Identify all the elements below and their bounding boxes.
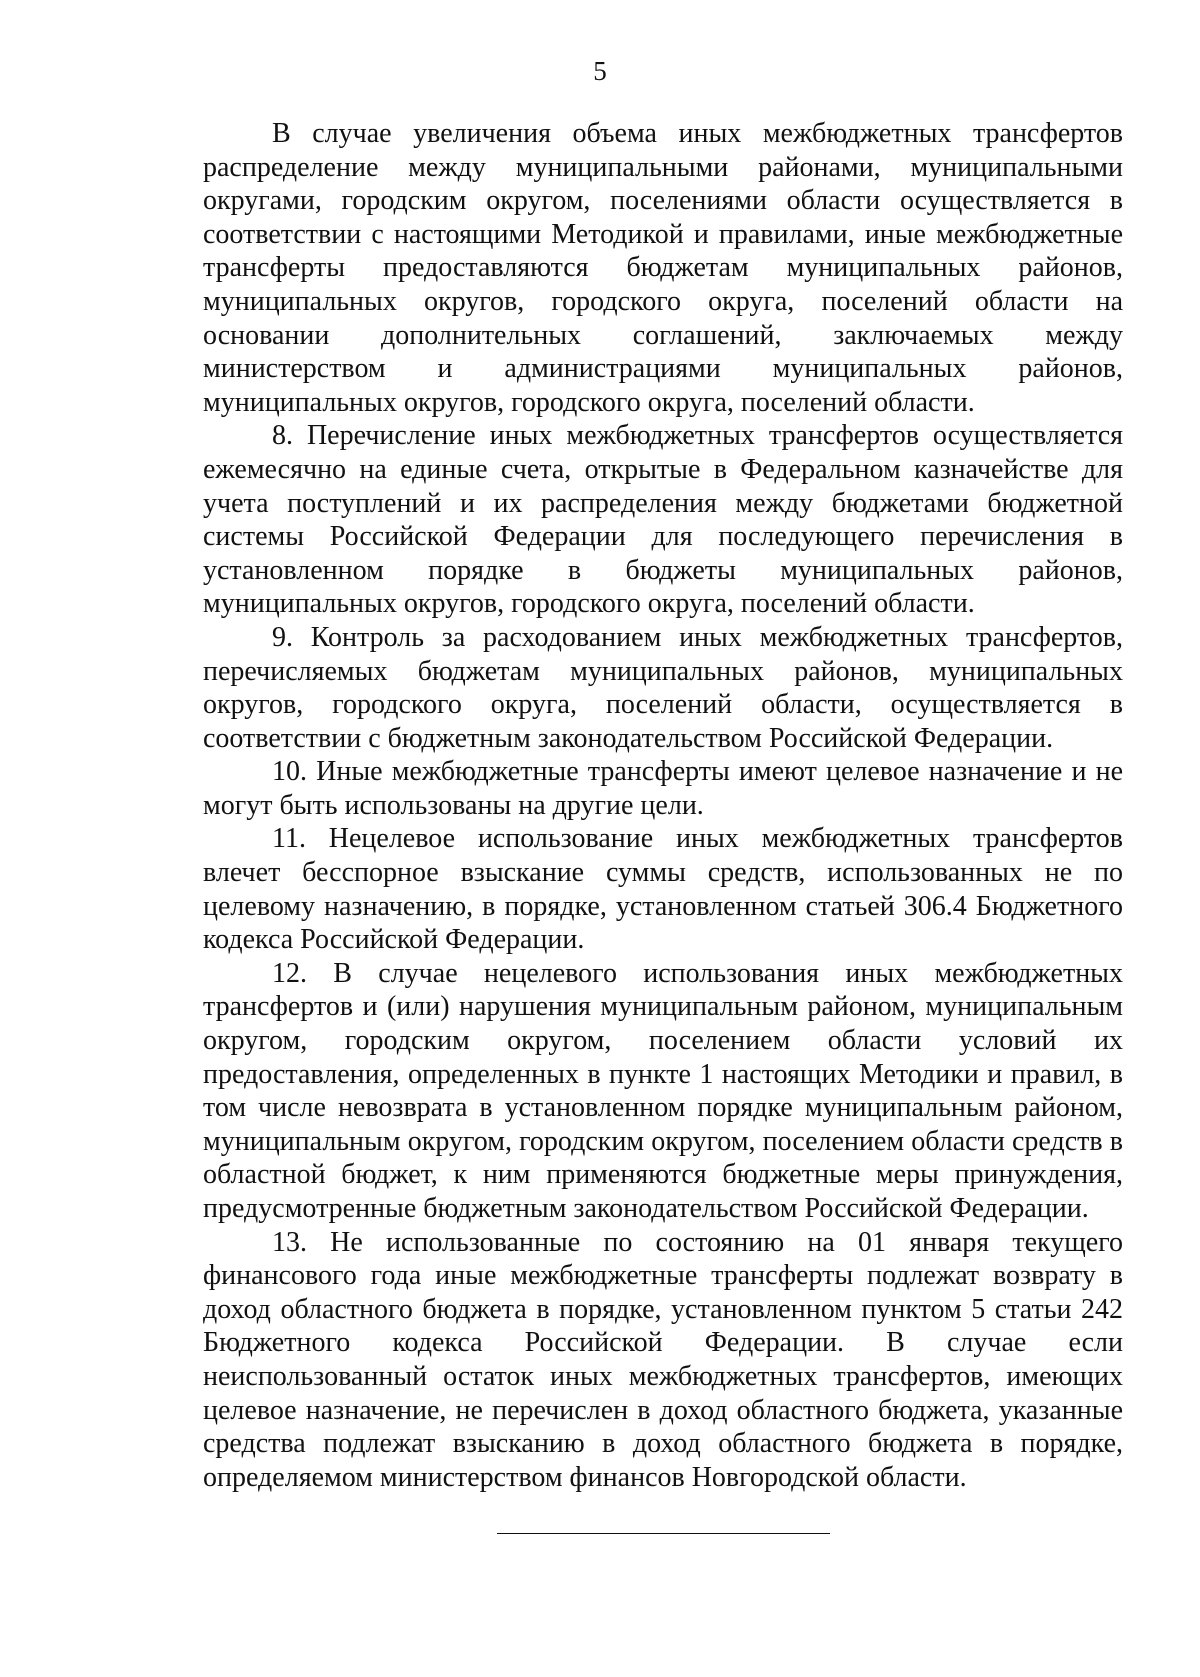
paragraph-10: 10. Иные межбюджетные трансферты имеют целевое назначение и не могут быть использованы на другие цели.	[203, 756, 1123, 821]
paragraph-13: 13. Не использованные по состоянию на 01 января текущего финансового года иные межбюджетные трансферты подлежат возврату в доход областного бюджета в порядке, установленном пунктом 5 статьи 242 Бюджетного кодекса Российской Федерации. В случае если неиспользованный остаток иных межбюджетных трансфертов, имеющих целевое назначение, не перечислен в доход областного бюджета, указанные средства подлежат взысканию в доход областного бюджета в порядке, определяемом министерством финансов Новгородской области.	[203, 1226, 1123, 1493]
paragraph-8: 8. Перечисление иных межбюджетных трансфертов осуществляется ежемесячно на единые счета, открытые в Федеральном казначействе для учета поступлений и их распределения между бюджетами бюджетной системы Российской Федерации для последующего перечисления в установленном порядке в бюджеты муниципальных районов, муниципальных округов, городского округа, поселений области.	[203, 420, 1123, 620]
end-of-document-rule	[497, 1533, 830, 1534]
paragraph-9: 9. Контроль за расходованием иных межбюджетных трансфертов, перечисляемых бюджетам муниципальных районов, муниципальных округов, городского округа, поселений области, осуществляется в соответствии с бюджетным законодательством Российской Федерации.	[203, 621, 1123, 754]
page-number: 5	[593, 56, 607, 86]
paragraph-11: 11. Нецелевое использование иных межбюджетных трансфертов влечет бесспорное взыскание суммы средств, использованных не по целевому назначению, в порядке, установленном статьей 306.4 Бюджетного кодекса Российской Федерации.	[203, 823, 1123, 956]
paragraph-12: 12. В случае нецелевого использования иных межбюджетных трансфертов и (или) нарушения муниципальным районом, муниципальным округом, городским округом, поселением области условий их предоставления, определенных в пункте 1 настоящих Методики и правил, в том числе невозврата в установленном порядке муниципальным районом, муниципальным округом, городским округом, поселением области средств в областной бюджет, к ним применяются бюджетные меры принуждения, предусмотренные бюджетным законодательством Российской Федерации.	[203, 957, 1123, 1224]
paragraph-intro: В случае увеличения объема иных межбюджетных трансфертов распределение между муниципальными районами, муниципальными округами, городским округом, поселениями области осуществляется в соответствии с настоящими Методикой и правилами, иные межбюджетные трансферты предоставляются бюджетам муниципальных районов, муниципальных округов, городского округа, поселений области на основании дополнительных соглашений, заключаемых между министерством и администрациями муниципальных районов, муниципальных округов, городского округа, поселений области.	[203, 118, 1123, 418]
document-body	[203, 117, 1123, 1494]
